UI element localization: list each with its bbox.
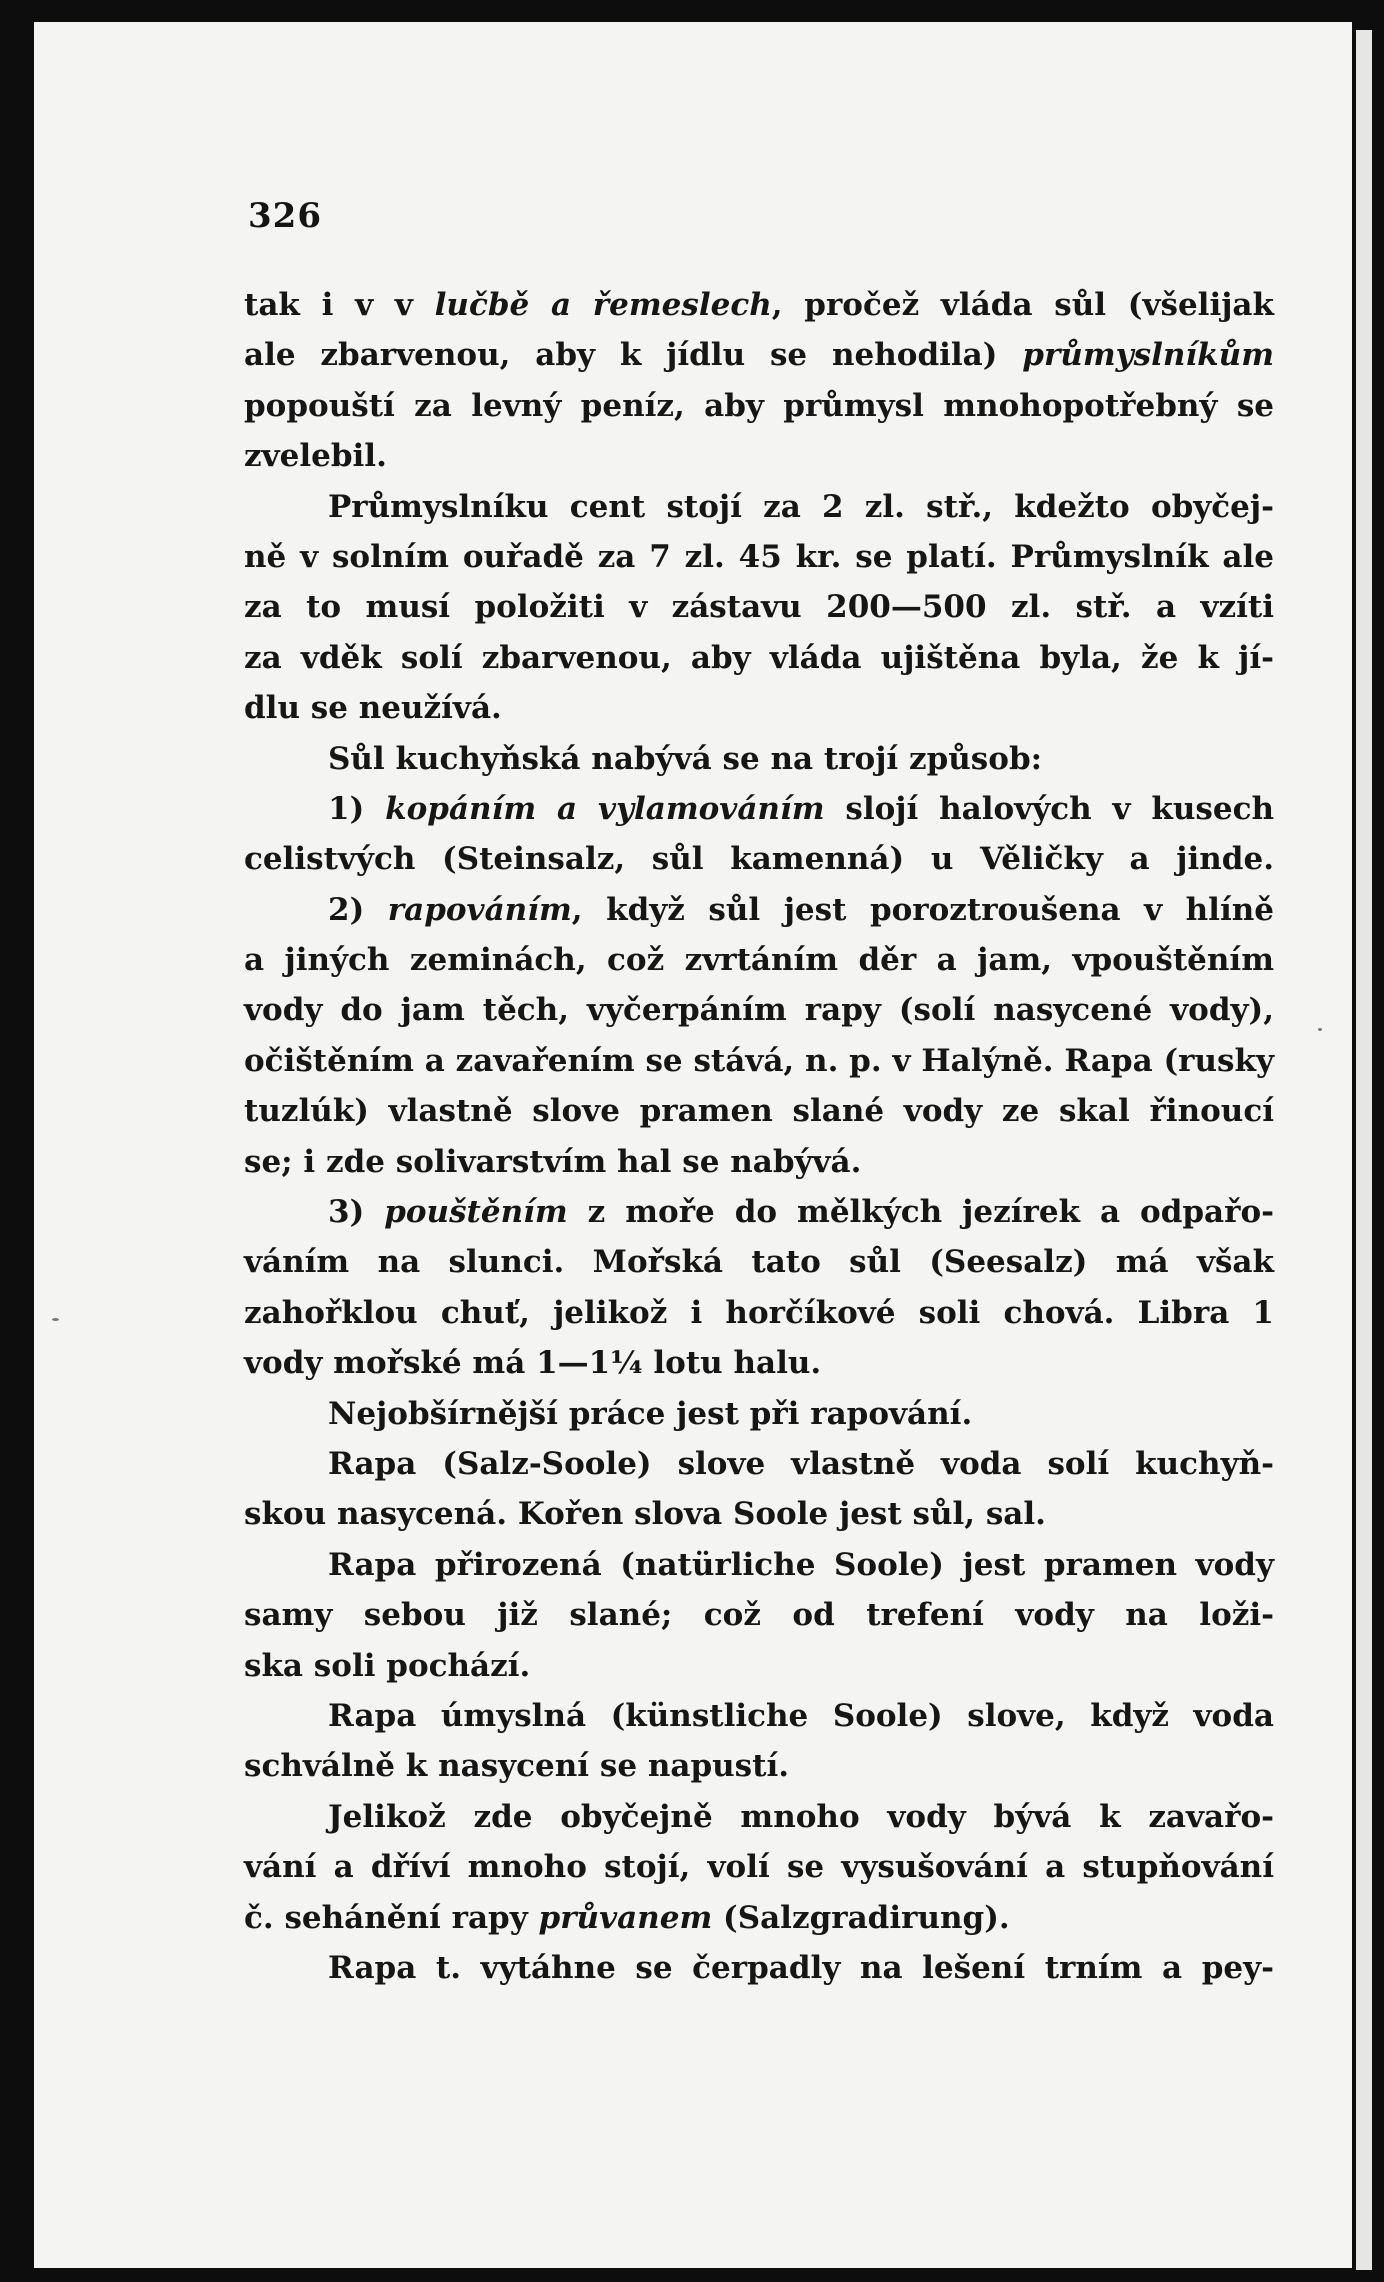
- text-line: vody do jam těch, vyčerpáním rapy (solí nasycené vody),: [244, 992, 1274, 1029]
- text-line: ale zbarvenou, aby k jídlu se nehodila) průmyslníkům: [244, 337, 1274, 374]
- text-line: Jelikož zde obyčejně mnoho vody bývá k zavařo-: [328, 1798, 1274, 1835]
- text-line: Rapa t. vytáhne se čerpadly na lešení trním a pey-: [328, 1949, 1274, 1986]
- text-line: ně v solním ouřadě za 7 zl. 45 kr. se platí. Průmyslník ale: [244, 538, 1274, 575]
- paper-speck: [1318, 1028, 1322, 1031]
- paper-speck: [52, 1318, 59, 1321]
- text-line: č. sehánění rapy průvanem (Salzgradirung).: [244, 1899, 1010, 1936]
- text-line: očištěním a zavařením se stává, n. p. v Halýně. Rapa (rusky: [244, 1042, 1274, 1079]
- text-line: skou nasycená. Kořen slova Soole jest sůl, sal.: [244, 1496, 1046, 1533]
- text-line: 3) pouštěním z moře do mělkých jezírek a odpařo-: [328, 1194, 1275, 1231]
- text-line: dlu se neužívá.: [244, 690, 502, 727]
- text-line: vání a dříví mnoho stojí, volí se vysušování a stupňování: [244, 1849, 1274, 1886]
- text-line: vody mořské má 1—1¼ lotu halu.: [244, 1345, 822, 1382]
- adjacent-page-edge: [1356, 30, 1372, 2270]
- text-line: tuzlúk) vlastně slove pramen slané vody ze skal řinoucí: [244, 1093, 1274, 1130]
- text-line: celistvých (Steinsalz, sůl kamenná) u Věličky a jinde.: [244, 841, 1274, 878]
- text-line: Rapa (Salz-Soole) slove vlastně voda solí kuchyň-: [328, 1445, 1274, 1482]
- text-line: zvelebil.: [244, 438, 387, 475]
- text-line: tak i v v lučbě a řemeslech, pročež vláda sůl (všelijak: [244, 287, 1274, 323]
- text-line: 1) kopáním a vylamováním slojí halových v kusech: [328, 790, 1274, 827]
- text-line: za vděk solí zbarvenou, aby vláda ujištěna byla, že k jí-: [244, 639, 1274, 676]
- text-line: a jiných zeminách, což zvrtáním děr a jam, vpouštěním: [244, 942, 1274, 979]
- text-line: za to musí položiti v zástavu 200—500 zl. stř. a vzíti: [244, 589, 1274, 626]
- text-line: zahořklou chuť, jelikož i horčíkové soli chová. Libra 1: [244, 1294, 1274, 1331]
- text-line: Rapa úmyslná (künstliche Soole) slove, když voda: [328, 1697, 1274, 1734]
- text-line: Rapa přirozená (natürliche Soole) jest pramen vody: [328, 1546, 1274, 1583]
- text-line: 2) rapováním, když sůl jest poroztroušena v hlíně: [328, 891, 1274, 928]
- text-body: [244, 280, 1274, 1993]
- text-line: váním na slunci. Mořská tato sůl (Seesalz) má však: [244, 1244, 1274, 1281]
- text-line: Nejobšírnější práce jest při rapování.: [328, 1395, 973, 1432]
- text-line: Průmyslníku cent stojí za 2 zl. stř., kdežto obyčej-: [328, 488, 1274, 525]
- page-number: 326: [248, 196, 322, 236]
- text-line: samy sebou již slané; což od trefení vody na loži-: [244, 1597, 1274, 1634]
- text-line: schválně k nasycení se napustí.: [244, 1748, 790, 1785]
- text-line: popouští za levný peníz, aby průmysl mnohopotřebný se: [244, 387, 1274, 424]
- text-line: se; i zde solivarstvím hal se nabývá.: [244, 1143, 862, 1180]
- text-line: ska soli pochází.: [244, 1647, 531, 1684]
- text-line: Sůl kuchyňská nabývá se na trojí způsob:: [328, 740, 1043, 777]
